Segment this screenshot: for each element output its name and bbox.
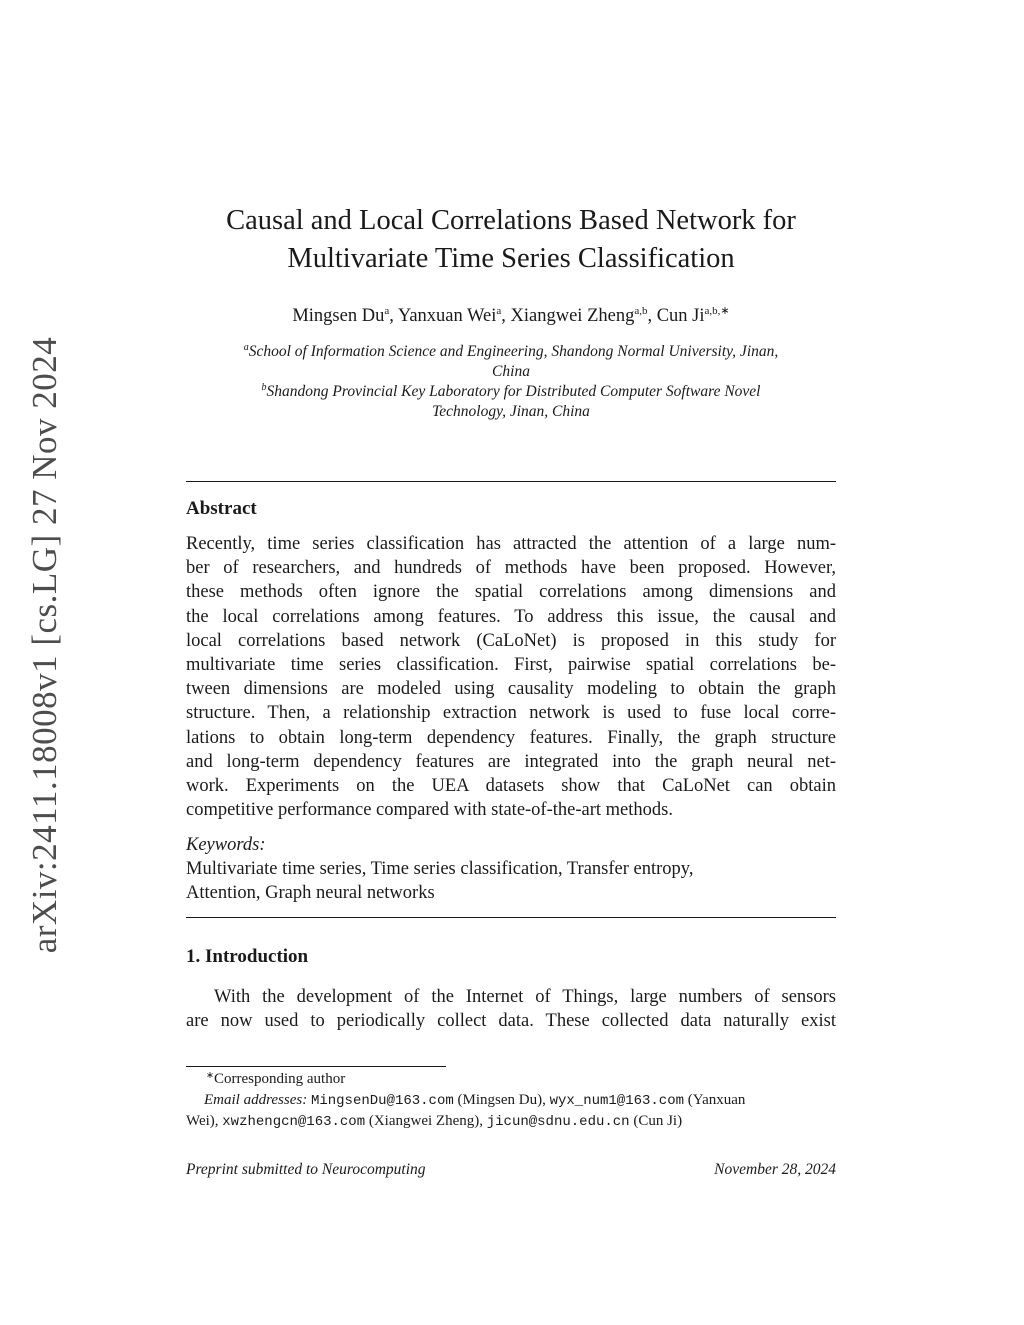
footnotes <box>186 1069 836 1133</box>
paper-title <box>186 202 836 278</box>
title-line-1: Causal and Local Correlations Based Network for <box>226 205 796 236</box>
email-addresses-line-1: Email addresses: MingsenDu@163.com (Mingsen Du), wyx_num1@163.com (Yanxuan <box>204 1091 746 1109</box>
title-line-2: Multivariate Time Series Classification <box>287 243 735 274</box>
intro-line-1: With the development of the Internet of Things, large numbers of sensors <box>214 987 836 1007</box>
footer-date: November 28, 2024 <box>714 1161 836 1178</box>
corresponding-author-note: ∗Corresponding author <box>206 1071 346 1087</box>
author-name: Cun Ji <box>656 306 705 326</box>
email-link[interactable]: jicun@sdnu.edu.cn <box>486 1114 630 1130</box>
abstract-top-rule <box>186 481 836 482</box>
abstract-line: ber of researchers, and hundreds of methods have been proposed. However, <box>186 558 836 579</box>
footer-journal: Preprint submitted to Neurocomputing <box>186 1161 426 1178</box>
abstract-line: lations to obtain long-term dependency features. Finally, the graph structure <box>186 727 836 748</box>
affiliation-a-line-2: China <box>492 363 530 380</box>
affiliation-b-line-1: $^b$Shandong Provincial Key Laboratory for Distributed Computer Software Novel <box>261 382 761 400</box>
abstract-line: these methods often ignore the spatial correlations among dimensions and <box>186 582 836 603</box>
author-affiliation-mark: a <box>384 305 390 317</box>
author-name: Yanxuan Wei <box>397 306 497 326</box>
author-affiliation-mark: a <box>496 305 502 317</box>
keywords-label: Keywords: <box>186 835 266 855</box>
abstract-line: work. Experiments on the UEA datasets show that CaLoNet can obtain <box>186 775 836 796</box>
introduction-heading: 1. Introduction <box>186 946 309 967</box>
abstract-body <box>186 532 836 822</box>
page-footer <box>186 1160 836 1180</box>
email-link[interactable]: wyx_num1@163.com <box>549 1092 685 1109</box>
affiliation-a-line-1: $^a$School of Information Science and Engineering, Shandong Normal University, Jinan, <box>243 342 779 360</box>
footnote-rule <box>186 1066 446 1067</box>
arxiv-identifier-stamp[interactable]: arXiv:2411.18008v1 [cs.LG] 27 Nov 2024 <box>25 336 64 954</box>
abstract-line: Recently, time series classification has attracted the attention of a large num- <box>186 534 836 554</box>
email-addresses-line-2: Wei), xwzhengcn@163.com (Xiangwei Zheng), jicun@sdnu.edu.cn (Cun Ji) <box>186 1113 683 1130</box>
author-affiliation-mark: a,b,∗ <box>704 305 730 317</box>
author-name: Mingsen Du <box>292 306 385 326</box>
abstract-line: the local correlations among features. To address this issue, the causal and <box>186 606 836 627</box>
introduction-body <box>186 985 836 1033</box>
abstract-heading: Abstract <box>186 498 257 519</box>
email-link[interactable]: xwzhengcn@163.com <box>222 1114 366 1130</box>
email-link[interactable]: MingsenDu@163.com <box>310 1092 454 1109</box>
keywords-list <box>186 857 836 905</box>
abstract-line: multivariate time series classification. First, pairwise spatial correlations be- <box>186 654 836 675</box>
intro-line-2: are now used to periodically collect data. These collected data naturally exist <box>186 1011 836 1032</box>
author-list: Mingsen Du$^a$, Yanxuan Wei$^a$, Xiangwei Zheng$^{a,b}$, Cun $Ji^{a,b,∗}$ <box>292 305 730 326</box>
keywords-line-1: Multivariate time series, Time series classification, Transfer entropy, <box>186 859 694 879</box>
abstract-line: and long-term dependency features are integrated into the graph neural net- <box>186 751 836 772</box>
abstract-bottom-rule <box>186 917 836 918</box>
abstract-line: tween dimensions are modeled using causality modeling to obtain the graph <box>186 679 836 700</box>
affiliations <box>186 342 836 422</box>
author-affiliation-mark: a,b <box>634 305 648 317</box>
abstract-line: structure. Then, a relationship extraction network is used to fuse local corre- <box>186 703 836 724</box>
affiliation-b-line-2: Technology, Jinan, China <box>432 403 590 420</box>
keywords-line-2: Attention, Graph neural networks <box>186 883 435 903</box>
author-name: Xiangwei Zheng <box>510 306 635 326</box>
abstract-line: competitive performance compared with state-of-the-art methods. <box>186 800 673 821</box>
abstract-line: local correlations based network (CaLoNet) is proposed in this study for <box>186 630 836 651</box>
